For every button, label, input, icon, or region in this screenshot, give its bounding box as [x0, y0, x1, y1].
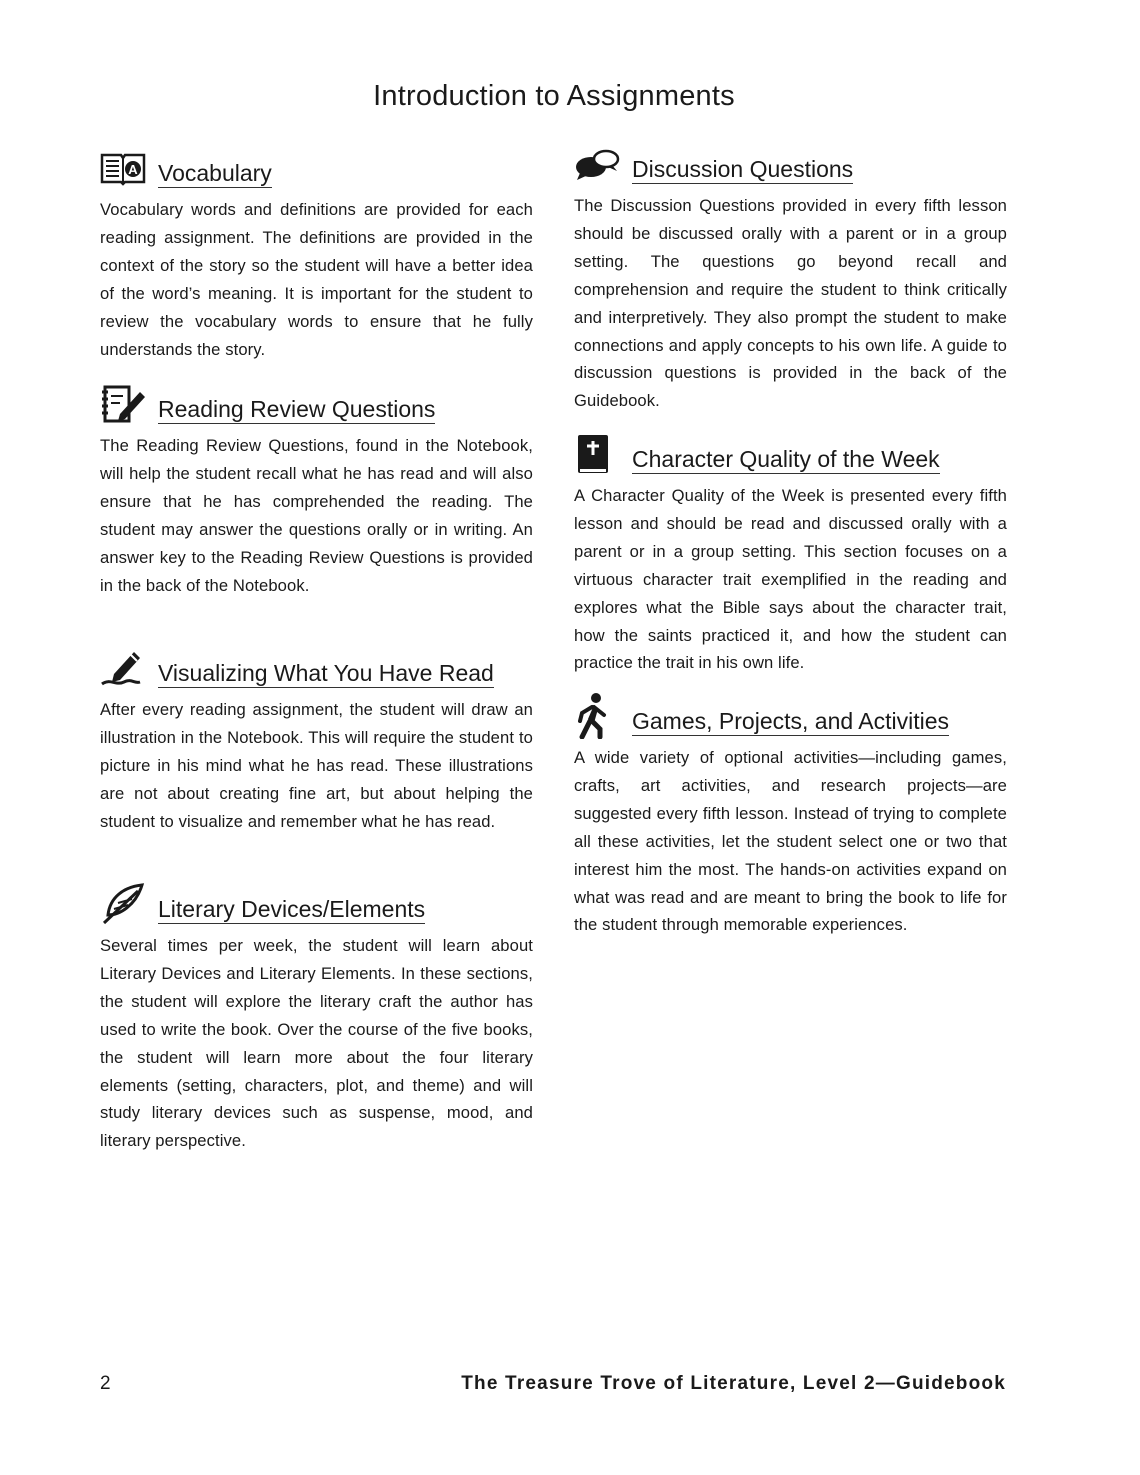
section-character-quality	[574, 432, 1007, 694]
section-body: A Character Quality of the Week is presented every fifth lesson and should be read and discussed orally with a parent or in a group setting. This section focuses on a virtuous character trait exemplified in the reading and explores what the Bible says about the character trait, how the saints practiced it, and how the student can practice the trait in his own life.	[574, 486, 1007, 673]
speech-bubbles-icon	[574, 144, 622, 184]
section-heading	[574, 142, 1007, 184]
section-games-projects	[574, 694, 1007, 939]
section-heading	[574, 694, 1007, 736]
section-body: The Reading Review Questions, found in the Notebook, will help the student recall what he has read and will also ensure that he has comprehended the reading. The student may answer the questions orally or in writing. An answer key to the Reading Review Questions is provided in the back of the Notebook.	[100, 436, 533, 595]
section-discussion	[574, 142, 1007, 432]
section-visualizing	[100, 646, 533, 882]
section-body: A wide variety of optional activities—including games, crafts, art activities, and research projects—are suggested every fifth lesson. Instead of trying to complete all these activities, let the student select one or two that interest him the most. The hands-on activities expand on what was read and are meant to bring the book to life for the student through memorable experiences.	[574, 748, 1007, 935]
pencil-icon	[100, 648, 148, 688]
left-column	[100, 146, 533, 1155]
section-heading	[100, 146, 533, 188]
book-title: The Treasure Trove of Literature, Level 2—Guidebook	[461, 1373, 1006, 1394]
section-title: Reading Review Questions	[158, 396, 436, 422]
section-heading	[100, 382, 533, 424]
section-vocabulary	[100, 146, 533, 382]
section-heading	[100, 882, 533, 924]
svg-text:A: A	[128, 162, 138, 177]
section-body: After every reading assignment, the student will draw an illustration in the Notebook. This will require the student to picture in his mind what he has read. These illustrations are not about creating fine art, but about helping the student to visualize and remember what he has read.	[100, 700, 533, 831]
section-heading	[100, 646, 533, 688]
section-reading-review	[100, 382, 533, 646]
section-title: Visualizing What You Have Read	[158, 660, 494, 686]
section-title: Games, Projects, and Activities	[632, 708, 950, 734]
right-column	[574, 142, 1007, 939]
section-body: Vocabulary words and definitions are provided for each reading assignment. The definitions are provided in the context of the story so the student will have a better idea of the word’s meaning. It is important for the student to review the vocabulary words to ensure that he fully understands the story.	[100, 200, 533, 359]
feather-icon	[100, 884, 148, 924]
section-title: Character Quality of the Week	[632, 446, 940, 472]
section-title: Vocabulary	[158, 160, 272, 186]
page-title: Introduction to Assignments	[373, 80, 735, 112]
section-body: Several times per week, the student will learn about Literary Devices and Literary Elements. In these sections, the student will explore the literary craft the author has used to write the book. Over the course of the five books, the student will learn more about the four literary elements (setting, characters, plot, and theme) and will study literary devices such as suspense, mood, and literary perspective.	[100, 936, 533, 1151]
page-number: 2	[100, 1373, 112, 1394]
bible-icon	[574, 434, 622, 474]
walking-person-icon	[574, 696, 622, 736]
section-body: The Discussion Questions provided in every fifth lesson should be discussed orally with a parent or in a group setting. The questions go beyond recall and comprehension and require the student to think critically and interpretively. They also prompt the student to make connections and apply concepts to his own life. A guide to discussion questions is provided in the back of the Guidebook.	[574, 196, 1007, 411]
section-heading	[574, 432, 1007, 474]
notebook-pencil-icon	[100, 384, 148, 424]
section-literary-devices	[100, 882, 533, 1155]
section-title: Literary Devices/Elements	[158, 896, 426, 922]
section-title: Discussion Questions	[632, 156, 854, 182]
page-footer	[100, 1373, 1006, 1395]
book-icon	[100, 148, 148, 188]
